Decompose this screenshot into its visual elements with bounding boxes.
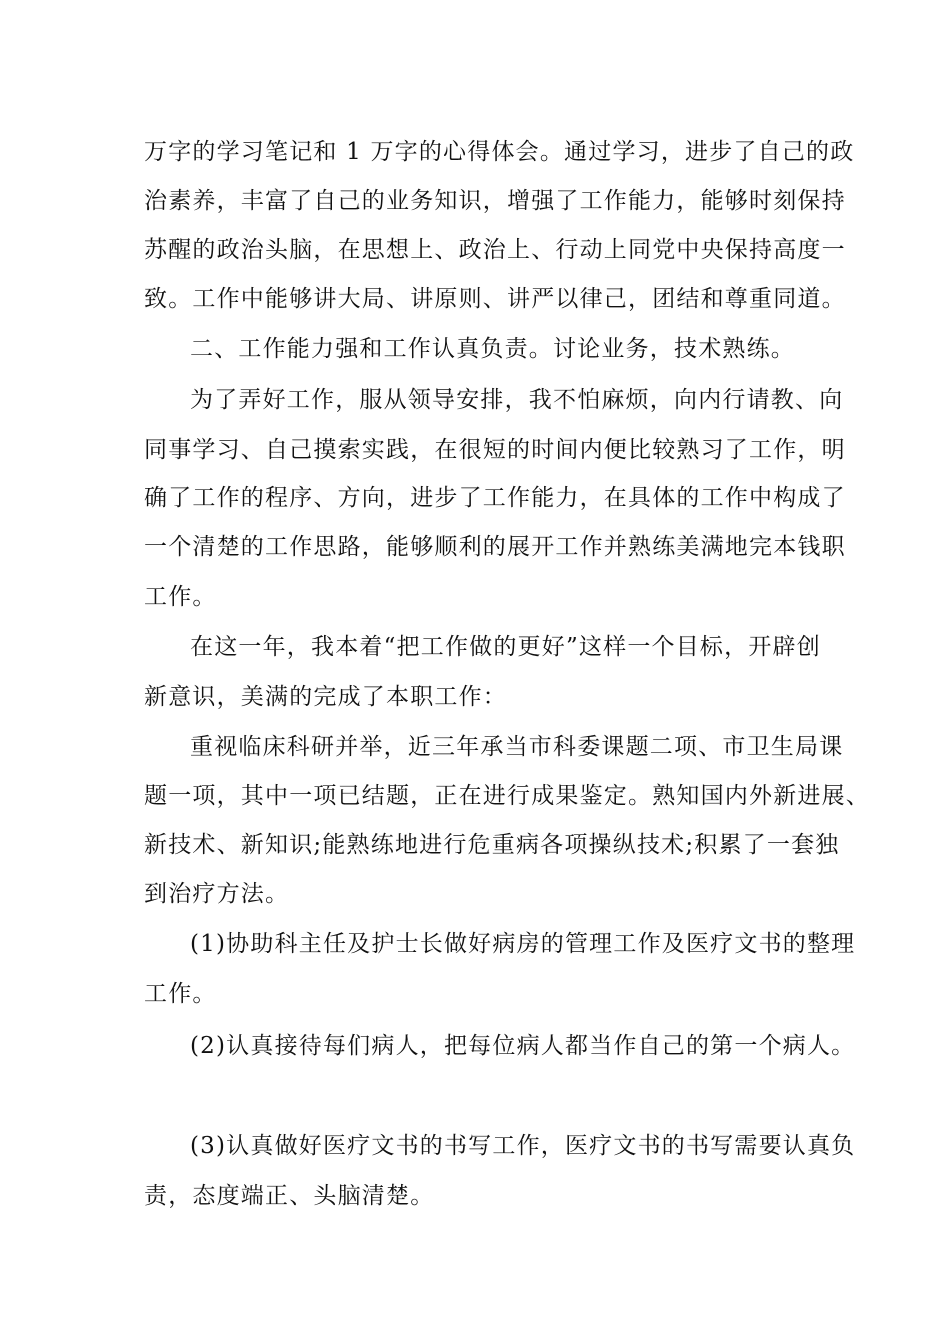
text-line: 为了弄好工作，服从领导安排，我不怕麻烦，向内行请教、向 [190, 387, 844, 413]
text-line: 一个清楚的工作思路，能够顺利的展开工作并熟练美满地完本钱职 [144, 534, 846, 560]
list-item: (2)认真接待每们病人，把每位病人都当作自己的第一个病人。 [190, 1033, 856, 1059]
text-line: 工作。 [144, 584, 217, 610]
text-line: 万字的学习笔记和 1 万字的心得体会。通过学习，进步了自己的政 [144, 139, 855, 165]
text-line: 工作。 [144, 981, 217, 1007]
text-line: 同事学习、自己摸索实践，在很短的时间内便比较熟习了工作，明 [144, 437, 846, 463]
text-line: 责，态度端正、头脑清楚。 [144, 1183, 435, 1209]
text-line: 重视临床科研并举，近三年承当市科委课题二项、市卫生局课 [190, 734, 844, 760]
text-line: 新技术、新知识;能熟练地进行危重病各项操纵技术;积累了一套独 [144, 832, 840, 858]
text-line: 到治疗方法。 [144, 881, 290, 907]
list-item: (3)认真做好医疗文书的书写工作，医疗文书的书写需要认真负 [190, 1133, 856, 1159]
text-line: 苏醒的政治头脑，在思想上、政治上、行动上同党中央保持高度一 [144, 237, 846, 263]
list-item: (1)协助科主任及护士长做好病房的管理工作及医疗文书的整理 [190, 931, 856, 957]
section-heading: 二、工作能力强和工作认真负责。讨论业务，技术熟练。 [190, 336, 795, 362]
text-line: 在这一年，我本着“把工作做的更好”这样一个目标，开辟创 [190, 634, 821, 660]
text-line: 治素养，丰富了自己的业务知识，增强了工作能力，能够时刻保持 [144, 188, 846, 214]
text-line: 题一项，其中一项已结题，正在进行成果鉴定。熟知国内外新进展、 [144, 783, 870, 809]
text-line: 确了工作的程序、方向，进步了工作能力，在具体的工作中构成了 [144, 485, 846, 511]
text-line: 致。工作中能够讲大局、讲原则、讲严以律己，团结和尊重同道。 [144, 286, 846, 312]
text-line: 新意识，美满的完成了本职工作： [144, 684, 507, 710]
